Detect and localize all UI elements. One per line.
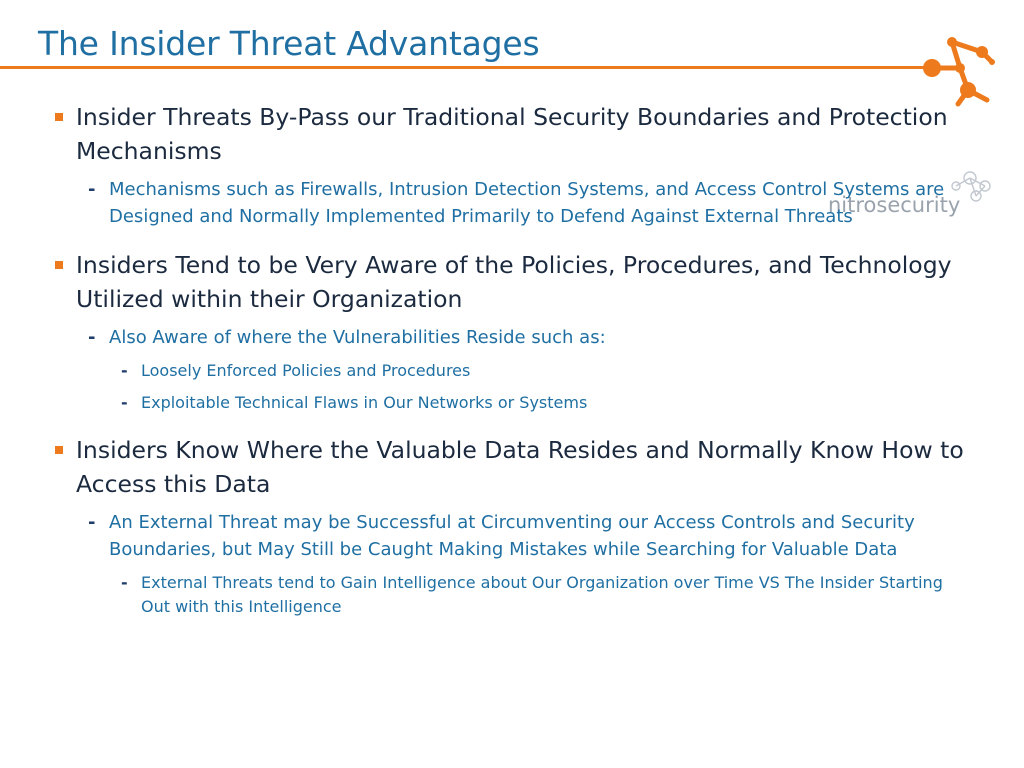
bullet-list	[52, 100, 972, 619]
square-bullet-icon	[55, 113, 63, 121]
bullet-text: Insiders Tend to be Very Aware of the Policies, Procedures, and Technology Utilized within their Organization	[76, 251, 952, 313]
sub-bullet-item	[52, 509, 972, 563]
sub-sub-bullet-item	[52, 359, 972, 383]
dash-bullet-icon: -	[88, 179, 96, 200]
sub-bullet-text: Also Aware of where the Vulnerabilities Reside such as:	[109, 327, 606, 348]
nitrosecurity-wordmark: nitrosecurity	[828, 193, 961, 217]
bullet-text: Insiders Know Where the Valuable Data Resides and Normally Know How to Access this Data	[76, 436, 964, 498]
square-bullet-icon	[55, 446, 63, 454]
molecule-logo-icon	[912, 28, 1002, 108]
sub-bullet-item	[52, 324, 972, 351]
bullet-text: Insider Threats By-Pass our Traditional Security Boundaries and Protection Mechanisms	[76, 103, 948, 165]
sub-bullet-text: An External Threat may be Successful at Circumventing our Access Controls and Security Boundaries, but May Still be Caught Making Mistakes while Searching for Valuable Data	[109, 512, 915, 560]
dash-bullet-icon: -	[121, 393, 128, 412]
sub-sub-bullet-text: Loosely Enforced Policies and Procedures	[141, 361, 471, 380]
dash-bullet-icon: -	[121, 361, 128, 380]
sub-bullet-item	[52, 176, 972, 230]
dash-bullet-icon: -	[121, 573, 128, 592]
sub-sub-bullet-text: External Threats tend to Gain Intelligence about Our Organization over Time VS The Insider Starting Out with this Intelligence	[141, 573, 943, 616]
bullet-item	[52, 100, 972, 168]
dash-bullet-icon: -	[88, 327, 96, 348]
sub-sub-bullet-text: Exploitable Technical Flaws in Our Networks or Systems	[141, 393, 588, 412]
sub-sub-bullet-item	[52, 571, 972, 619]
square-bullet-icon	[55, 261, 63, 269]
sub-sub-bullet-item	[52, 391, 972, 415]
bullet-item	[52, 433, 972, 501]
sub-bullet-text: Mechanisms such as Firewalls, Intrusion Detection Systems, and Access Control Systems are Designed and Normally Implemented Primarily to Defend Against External Threats	[109, 179, 945, 227]
dash-bullet-icon: -	[88, 512, 96, 533]
slide-title: The Insider Threat Advantages	[38, 24, 540, 63]
bullet-item	[52, 248, 972, 316]
title-rule	[0, 66, 935, 69]
